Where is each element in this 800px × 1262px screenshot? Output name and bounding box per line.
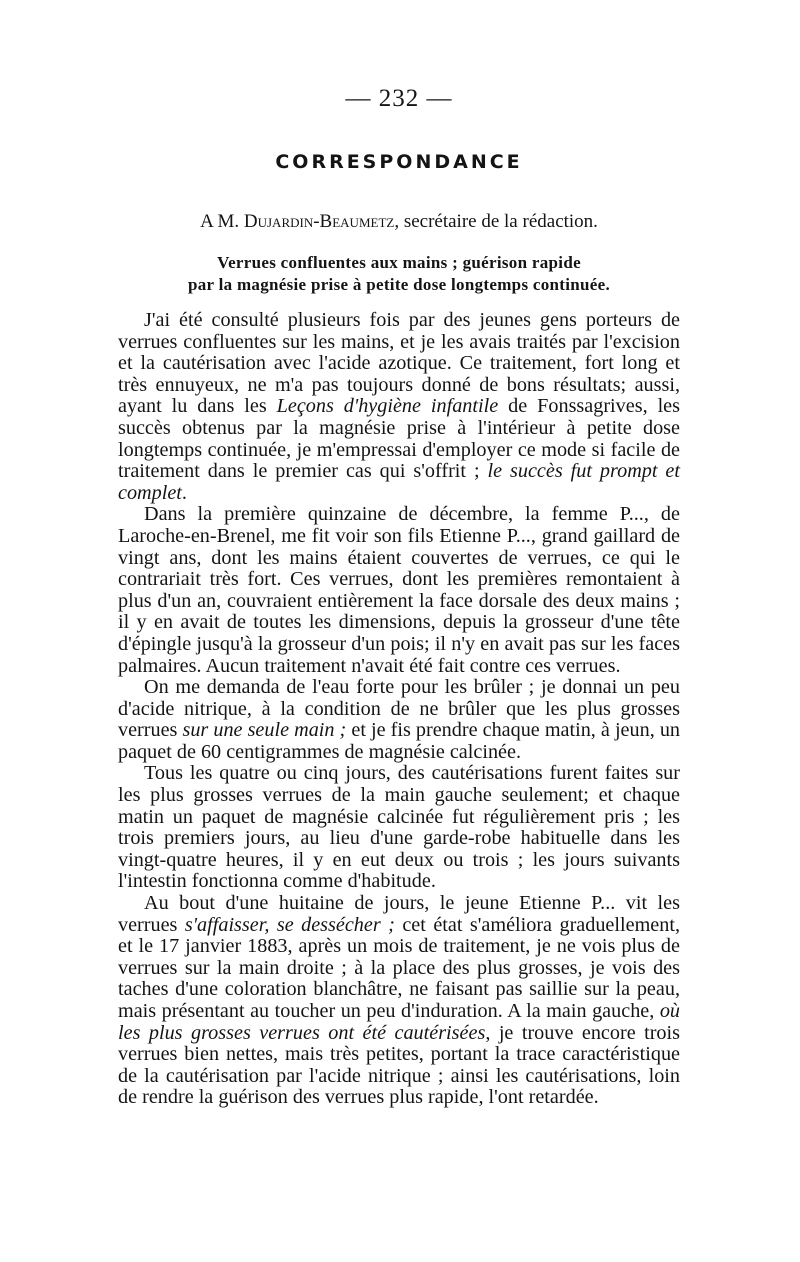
- book-title: Leçons d'hygiène infantile: [276, 395, 499, 418]
- page-number: — 232 —: [345, 85, 453, 112]
- paragraph-2: [118, 504, 680, 677]
- paragraph-1-text-b: de Fonssagrives, les succès obtenus par la magnésie prise à l'intérieur à petite dose longtemps continuée, je m'empressai d'employer ce mode si facile de traitement dans le premier cas qui s'offrit ;: [118, 395, 680, 483]
- paragraph-3-text-a: On me demanda de l'eau forte pour les brûler ; je donnai un peu d'acide nitrique, à la condition de ne brûler que les plus grosses verrues: [118, 676, 680, 742]
- paragraph-4-text: Tous les quatre ou cinq jours, des cautérisations furent faites sur les plus grosses verrues de la main gauche seulement; et chaque matin un paquet de magnésie calcinée fut régulièrement pris ; les trois premiers jours, au lieu d'une garde-robe habituelle dans les vingt-quatre heures, il y en eut deux ou trois ; les jours suivants l'intestin fonctionna comme d'habitude.: [118, 762, 680, 893]
- subject-line-1: Verrues confluentes aux mains ; guérison rapide: [217, 253, 581, 272]
- address-name: Dujardin-Beaumetz: [243, 211, 395, 232]
- paragraph-5-emphasis-1: s'affaisser, se dessécher ;: [184, 913, 395, 936]
- paragraph-5-text-c: , je trouve encore trois verrues bien nettes, mais très petites, portant la trace caractéristique de la cautérisation par l'acide nitrique ; ainsi les cautérisations, loin de rendre la guérison des verrues plus rapide, l'ont retardée.: [118, 1021, 680, 1109]
- paragraph-5-text-a: Au bout d'une huitaine de jours, le jeune Etienne P... vit les verrues: [118, 892, 680, 936]
- article-body: [118, 310, 680, 1109]
- paragraph-3-text-b: et je fis prendre chaque matin, à jeun, un paquet de 60 centigrammes de magnésie calcinée.: [118, 719, 681, 763]
- article-subject: [118, 252, 680, 296]
- address-prefix: A M.: [200, 211, 240, 232]
- paragraph-2-text: Dans la première quinzaine de décembre, la femme P..., de Laroche-en-Brenel, me fit voir son fils Etienne P..., grand gaillard de vingt ans, dont les mains étaient couvertes de verrues, ce qui le contrariait très fort. Ces verrues, dont les premières remontaient à plus d'un an, couvraient entièrement la face dorsale des deux mains ; il y en avait de toutes les dimensions, depuis la grosseur d'une tête d'épingle jusqu'à la grosseur d'un pois; il n'y en avait pas sur les faces palmaires. Aucun traitement n'avait été fait contre ces verrues.: [118, 503, 680, 677]
- paragraph-1-emphasis: le succès fut prompt et complet: [118, 460, 680, 504]
- printed-page: [118, 84, 680, 1109]
- paragraph-4: [118, 763, 680, 893]
- letter-address: [118, 210, 680, 234]
- paragraph-1-text-c: .: [181, 481, 187, 504]
- paragraph-1-text-a: J'ai été consulté plusieurs fois par des jeunes gens porteurs de verrues confluentes sur les mains, et je les avais traités par l'excision et la cautérisation avec l'acide azotique. Ce traitement, fort long et très ennuyeux, ne m'a pas toujours donné de bons résultats; aussi, ayant lu dans les: [118, 309, 680, 418]
- paragraph-3-emphasis: sur une seule main ;: [182, 719, 347, 742]
- address-suffix: , secrétaire de la rédaction.: [394, 211, 598, 232]
- paragraph-1: [118, 310, 680, 504]
- paragraph-5-emphasis-2: où les plus grosses verrues ont été cautérisées: [118, 1000, 680, 1044]
- section-heading: CORRESPONDANCE: [275, 151, 523, 173]
- subject-line-2: par la magnésie prise à petite dose longtemps continuée.: [187, 275, 611, 294]
- paragraph-3: [118, 677, 680, 763]
- paragraph-5-text-b: cet état s'améliora graduellement, et le 17 janvier 1883, après un mois de traitement, je ne vois plus de verrues sur la main droite ; à la place des plus grosses, je vois des taches d'une coloration blanchâtre, ne faisant pas saillie sur la peau, mais présentant au toucher un peu d'induration. A la main gauche,: [118, 913, 680, 1022]
- paragraph-5: [118, 893, 680, 1109]
